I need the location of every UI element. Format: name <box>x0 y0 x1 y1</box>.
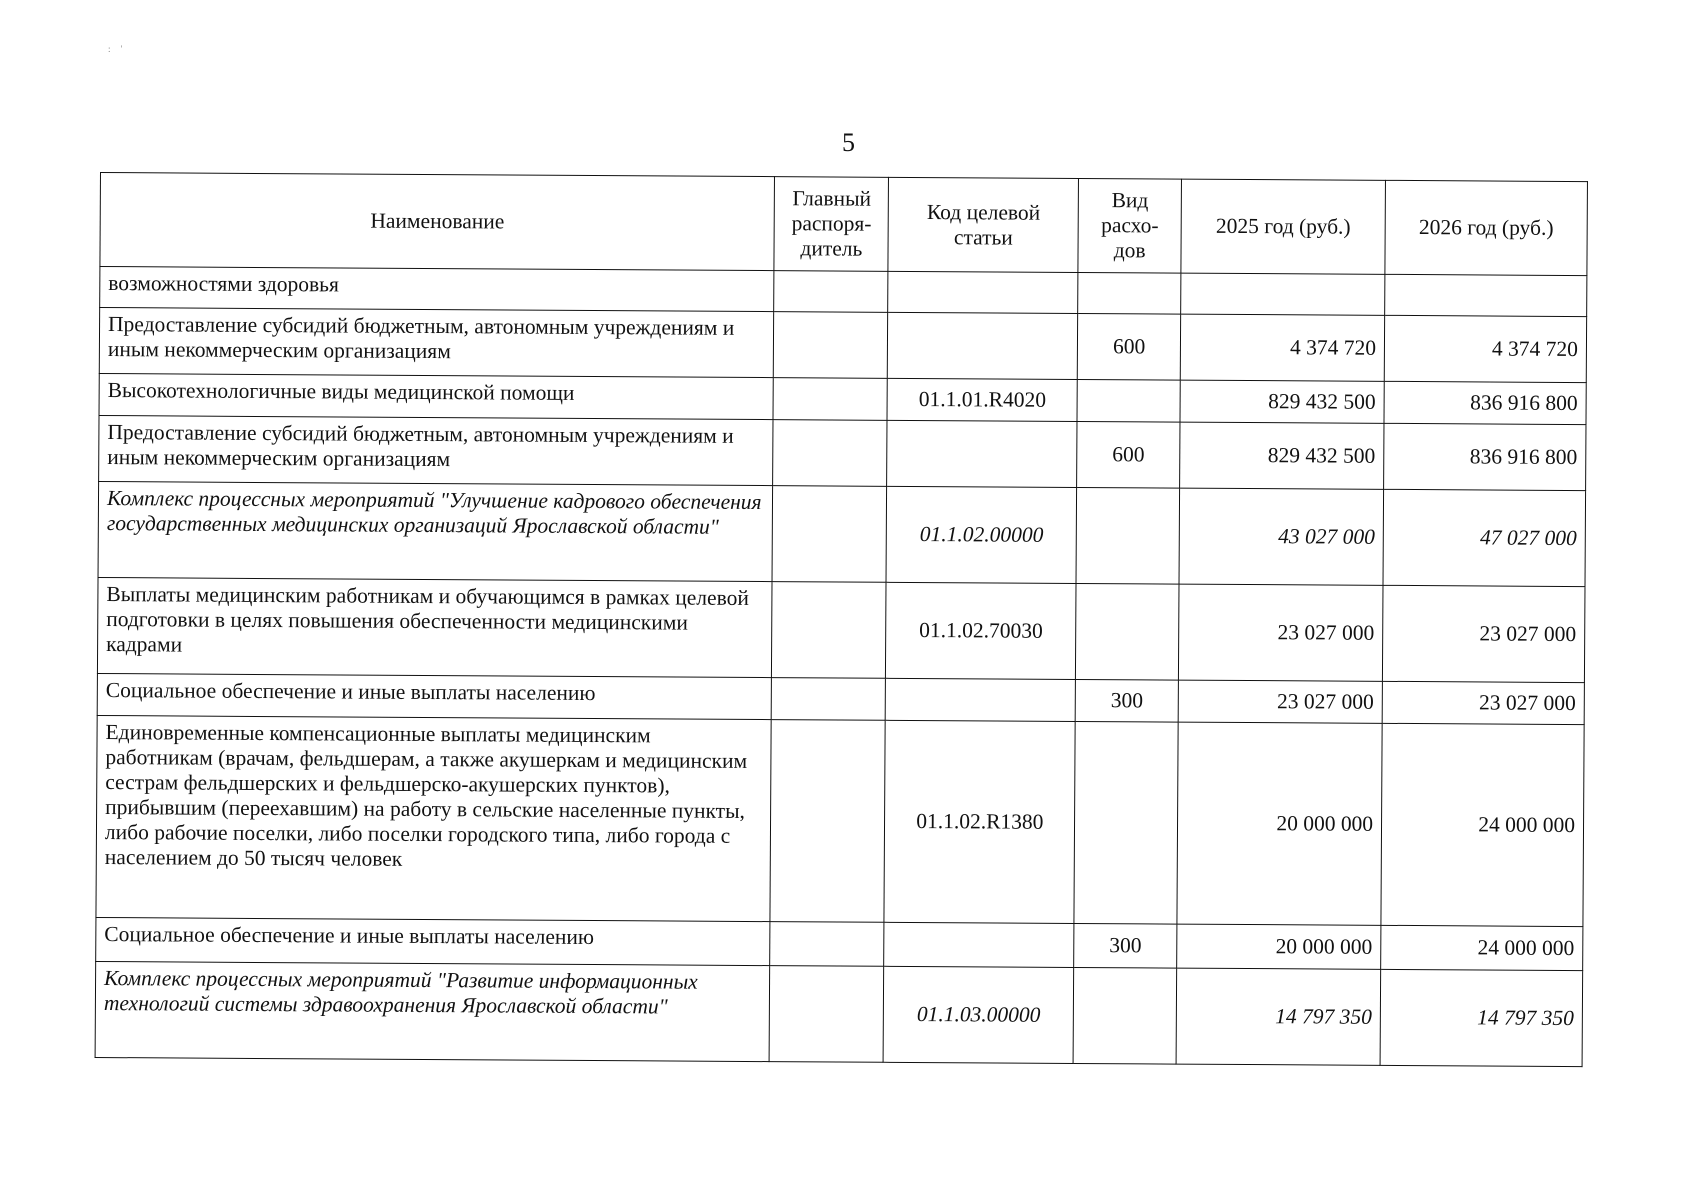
row-admin <box>770 922 884 967</box>
table-row <box>99 308 1586 383</box>
row-name: возможностями здоровья <box>100 267 775 312</box>
row-code <box>888 271 1078 313</box>
header-code: Код целевой статьи <box>888 177 1078 272</box>
row-2025: 829 432 500 <box>1180 380 1384 423</box>
page-number: 5 <box>842 128 855 157</box>
row-type <box>1076 583 1180 680</box>
row-type <box>1077 379 1180 422</box>
row-2025: 14 797 350 <box>1176 968 1380 1065</box>
row-name: Предоставление субсидий бюджетным, автономным учреждениям и иным некоммерческим организациям <box>99 415 774 485</box>
row-2026: 836 916 800 <box>1384 381 1586 424</box>
row-type: 600 <box>1077 313 1180 380</box>
row-2026: 836 916 800 <box>1384 423 1586 490</box>
row-code: 01.1.02.70030 <box>886 582 1076 679</box>
row-code: 01.1.02.R1380 <box>884 720 1075 923</box>
row-2025: 4 374 720 <box>1180 314 1384 381</box>
row-2026: 14 797 350 <box>1380 969 1583 1066</box>
table-row <box>99 415 1586 490</box>
row-code: 01.1.01.R4020 <box>887 378 1077 421</box>
header-2025: 2025 год (руб.) <box>1181 179 1385 274</box>
row-name: Социальное обеспечение и иные выплаты населению <box>97 673 772 719</box>
row-type <box>1073 967 1177 1064</box>
row-type: 600 <box>1077 421 1180 488</box>
row-name: Высокотехнологичные виды медицинской помощи <box>99 373 774 419</box>
row-2025: 23 027 000 <box>1178 680 1382 723</box>
row-code <box>886 678 1076 721</box>
row-type: 300 <box>1075 679 1178 722</box>
row-name: Выплаты медицинским работникам и обучающимся в рамках целевой подготовки в целях повышения обеспеченности медицинскими кадрами <box>97 577 772 677</box>
row-admin <box>770 720 885 923</box>
row-2026: 47 027 000 <box>1383 489 1586 586</box>
row-name: Комплекс процессных мероприятий "Развитие информационных технологий системы здравоохранения Ярославской области" <box>95 961 770 1061</box>
row-code <box>884 922 1074 967</box>
row-admin <box>772 678 886 721</box>
row-code: 01.1.02.00000 <box>886 486 1076 583</box>
row-type <box>1076 487 1180 584</box>
row-2025 <box>1181 273 1385 315</box>
scan-mark: : ' <box>108 44 127 54</box>
table-row <box>97 577 1585 682</box>
header-2026: 2026 год (руб.) <box>1385 180 1588 275</box>
row-2025: 43 027 000 <box>1179 488 1383 585</box>
row-2026: 23 027 000 <box>1382 585 1585 682</box>
row-admin <box>774 271 888 313</box>
row-name: Комплекс процессных мероприятий "Улучшение кадрового обеспечения государственных медицинских организаций Ярославской области" <box>98 481 773 581</box>
row-admin <box>773 420 887 487</box>
row-2026: 24 000 000 <box>1381 723 1584 926</box>
row-2025: 20 000 000 <box>1177 722 1382 925</box>
row-admin <box>774 312 888 379</box>
row-2026 <box>1385 274 1587 316</box>
header-admin: Главный распоря-дитель <box>774 177 889 272</box>
row-2026: 4 374 720 <box>1384 315 1586 382</box>
row-2025: 23 027 000 <box>1179 584 1383 681</box>
row-name: Социальное обеспечение и иные выплаты населению <box>96 917 771 965</box>
row-name: Единовременные компенсационные выплаты медицинским работникам (врачам, фельдшерам, а также акушеркам и медицинским сестрам фельдшерских и фельдшерско-акушерских пунктов), прибывшим (переехавшим) на работу в сельские населенные пункты, либо рабочие поселки, либо поселки городского типа, либо города с населением до 50 тысяч человек <box>96 715 772 921</box>
table-row <box>95 961 1583 1066</box>
row-admin <box>773 378 887 421</box>
row-admin <box>772 486 887 583</box>
row-type <box>1078 272 1181 314</box>
table-row <box>96 715 1584 926</box>
row-type: 300 <box>1074 923 1177 968</box>
row-admin <box>772 582 887 679</box>
row-code: 01.1.03.00000 <box>883 966 1073 1063</box>
table-row <box>98 481 1586 586</box>
row-2025: 20 000 000 <box>1177 924 1381 969</box>
row-type <box>1074 721 1178 924</box>
row-2026: 24 000 000 <box>1381 925 1583 970</box>
row-2025: 829 432 500 <box>1180 422 1384 489</box>
header-type: Вид расхо-дов <box>1078 178 1182 273</box>
budget-table <box>95 172 1588 1067</box>
row-2026: 23 027 000 <box>1382 681 1584 724</box>
table-header-row <box>100 173 1588 276</box>
row-admin <box>769 966 884 1063</box>
row-name: Предоставление субсидий бюджетным, автономным учреждениям и иным некоммерческим организациям <box>99 308 774 378</box>
row-code <box>888 312 1078 379</box>
row-code <box>887 420 1077 487</box>
header-name: Наименование <box>100 173 775 271</box>
